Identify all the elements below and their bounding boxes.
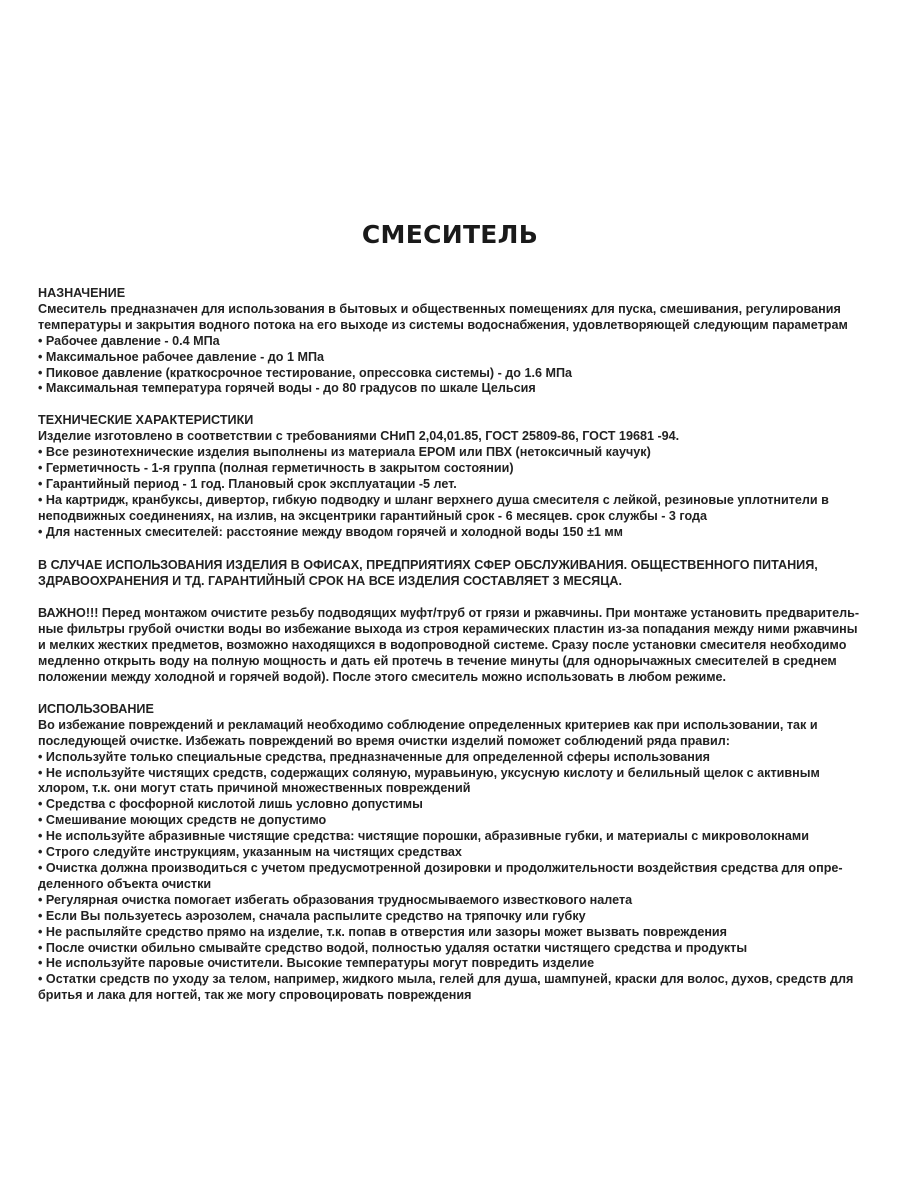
- section-usage: [38, 702, 863, 1004]
- list-item: • Средства с фосфорной кислотой лишь условно допустимы: [38, 797, 423, 812]
- list-item: • Пиковое давление (краткосрочное тестирование, опрессовка системы) - до 1.6 МПа: [38, 365, 573, 380]
- list-item: • Герметичность - 1-я группа (полная герметичность в закрытом состоянии): [38, 461, 514, 476]
- list-item: • Используйте только специальные средства, предназначенные для определенной сферы использования: [38, 749, 710, 764]
- list-item: • Не используйте абразивные чистящие средства: чистящие порошки, абразивные губки, и материалы с микроволокнами: [38, 829, 809, 844]
- list-item: • На картридж, кранбуксы, дивертор, гибкую подводку и шланг верхнего душа смесителя с лейкой, резиновые уплотнители в: [38, 492, 829, 507]
- list-item: неподвижных соединениях, на излив, на эксцентрики гарантийный срок - 6 месяцев. срок службы - 3 года: [38, 508, 708, 523]
- list-item: • Максимальное рабочее давление - до 1 МПа: [38, 349, 325, 364]
- text-line: Изделие изготовлено в соответствии с требованиями СНиП 2,04,01.85, ГОСТ 25809-86, ГОСТ 19681 -94.: [38, 429, 680, 444]
- list-item: • Очистка должна производиться с учетом предусмотренной дозировки и продолжительности воздействия средства для опре-: [38, 861, 843, 875]
- text-line: ВАЖНО!!! Перед монтажом очистите резьбу подводящих муфт/труб от грязи и ржавчины. При монтаже установить предваритель-: [38, 606, 860, 621]
- text-line: температуры и закрытия водного потока на его выходе из системы водоснабжения, удовлетворяющей следующим параметрам: [38, 317, 848, 332]
- text-line: ЗДРАВООХРАНЕНИЯ И ТД. ГАРАНТИЙНЫЙ СРОК НА ВСЕ ИЗДЕЛИЯ СОСТАВЛЯЕТ 3 МЕСЯЦА.: [38, 573, 623, 588]
- list-item: деленного объекта очистки: [38, 876, 212, 891]
- document-body: [38, 286, 863, 1004]
- list-item: • Максимальная температура горячей воды - до 80 градусов по шкале Цельсия: [38, 381, 536, 396]
- list-item: • Не распыляйте средство прямо на изделие, т.к. попав в отверстия или зазоры может вызвать повреждения: [38, 924, 728, 939]
- list-item: • После очистки обильно смывайте средство водой, полностью удаляя остатки чистящего средства и продукты: [38, 940, 748, 955]
- text-line: и мелких жестких предметов, возможно находящихся в водопроводной системе. Сразу после установки смесителя необходимо: [38, 638, 847, 653]
- list-item: • Гарантийный период - 1 год. Плановый срок эксплуатации -5 лет.: [38, 476, 457, 491]
- section-purpose: [38, 286, 863, 397]
- list-item: • Остатки средств по уходу за телом, например, жидкого мыла, гелей для душа, шампуней, краски для волос, духов, средств для: [38, 972, 854, 987]
- section-heading: ТЕХНИЧЕСКИЕ ХАРАКТЕРИСТИКИ: [38, 413, 254, 428]
- list-item: • Не используйте чистящих средств, содержащих соляную, муравьиную, уксусную кислоту и белильный щелок с активным: [38, 765, 820, 780]
- text-line: В СЛУЧАЕ ИСПОЛЬЗОВАНИЯ ИЗДЕЛИЯ В ОФИСАХ, ПРЕДПРИЯТИЯХ СФЕР ОБСЛУЖИВАНИЯ. ОБЩЕСТВЕННОГО ПИТАНИЯ,: [38, 557, 818, 572]
- list-item: • Не используйте паровые очистители. Высокие температуры могут повредить изделие: [38, 956, 595, 971]
- text-line: положении между холодной и горячей водой). После этого смеситель можно использовать в любом режиме.: [38, 670, 727, 685]
- section-heading: ИСПОЛЬЗОВАНИЕ: [38, 701, 154, 716]
- list-item: • Рабочее давление - 0.4 МПа: [38, 333, 220, 348]
- text-line: ные фильтры грубой очистки воды во избежание выхода из строя керамических пластин из-за попадания между ними ржавчины: [38, 622, 858, 637]
- text-line: Во избежание повреждений и рекламаций необходимо соблюдение определенных критериев как при использовании, так и: [38, 717, 818, 732]
- section-specs: [38, 413, 863, 540]
- list-item: • Смешивание моющих средств не допустимо: [38, 813, 327, 828]
- list-item: хлором, т.к. они могут стать причиной множественных повреждений: [38, 781, 471, 796]
- list-item: • Строго следуйте инструкциям, указанным на чистящих средствах: [38, 845, 462, 860]
- section-heading: НАЗНАЧЕНИЕ: [38, 286, 126, 300]
- section-important: [38, 606, 863, 686]
- text-line: медленно открыть воду на полную мощность и дать ей протечь в течение минуты (для однорычажных смесителей в среднем: [38, 654, 837, 669]
- list-item: бритья и лака для ногтей, так же могу спровоцировать повреждения: [38, 988, 472, 1003]
- section-offices-warranty: [38, 558, 863, 590]
- document-title: СМЕСИТЕЛЬ: [361, 220, 539, 249]
- list-item: • Если Вы пользуетесь аэрозолем, сначала распылите средство на тряпочку или губку: [38, 908, 586, 923]
- list-item: • Все резинотехнические изделия выполнены из материала ЕРОМ или ПВХ (нетоксичный каучук): [38, 445, 651, 460]
- text-line: последующей очистке. Избежать повреждений во время очистки изделий поможет соблюдений ряда правил:: [38, 733, 730, 748]
- list-item: • Регулярная очистка помогает избегать образования трудносмываемого известкового налета: [38, 892, 633, 907]
- list-item: • Для настенных смесителей: расстояние между вводом горячей и холодной воды 150 ±1 мм: [38, 524, 623, 539]
- text-line: Смеситель предназначен для использования в бытовых и общественных помещениях для пуска, смешивания, регулирования: [38, 301, 841, 316]
